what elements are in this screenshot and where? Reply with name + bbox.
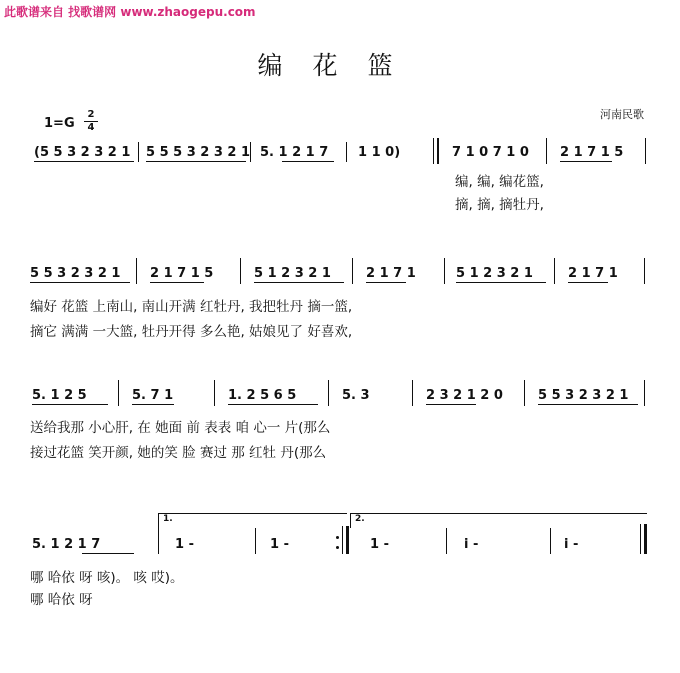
measure-3: 5. 1 2 1 7 [260, 145, 329, 160]
volta-label: 2. [355, 514, 365, 524]
beam-line [132, 404, 174, 405]
barline [328, 380, 329, 406]
measure-3: 5 1 2 3 2 1 [254, 266, 331, 281]
barline [644, 258, 645, 284]
beam-line [366, 282, 406, 283]
lyric-verse-2: 摘它 满满 一大篮, 牡丹开得 多么艳, 姑娘见了 好喜欢, [30, 324, 353, 340]
measure-4: 1 1 0) [358, 145, 401, 160]
beam-line [560, 161, 612, 162]
measure-4: 1 - [370, 537, 389, 552]
measure-2: 2 1 7 1 5 [150, 266, 214, 281]
key-signature: 1=G [44, 116, 75, 131]
beam-line [568, 282, 608, 283]
measure-6: 2 1 7 1 5 [560, 145, 624, 160]
time-signature [84, 110, 98, 133]
barline [342, 526, 343, 554]
meter-top: 2 [87, 109, 95, 120]
measure-6: i - [564, 537, 579, 552]
measure-6: 2 1 7 1 [568, 266, 618, 281]
barline [346, 526, 349, 554]
barline [118, 380, 119, 406]
lyric-verse-2: 摘, 摘, 摘牡丹, [455, 197, 544, 213]
barline [446, 528, 447, 554]
repeat-dot [336, 546, 339, 549]
measure-3: 1 - [270, 537, 289, 552]
measure-2: 5 5 5 3 2 3 2 1 [146, 145, 251, 160]
measure-5: i - [464, 537, 479, 552]
volta-first-ending [158, 513, 347, 528]
song-title: 编花篮 [257, 51, 423, 80]
lyric-verse-2: 哪 哈依 呀 [30, 592, 93, 608]
beam-line [282, 161, 334, 162]
barline [433, 138, 434, 164]
barline [444, 258, 445, 284]
beam-line [538, 404, 638, 405]
beam-line [146, 161, 246, 162]
barline [550, 528, 551, 554]
measure-1: 5 5 3 2 3 2 1 [30, 266, 121, 281]
barline [640, 524, 641, 554]
beam-line [426, 404, 476, 405]
beam-line [34, 161, 134, 162]
barline [250, 142, 251, 162]
beam-line [30, 282, 130, 283]
measure-5: 2 3 2 1 2 0 [426, 388, 503, 403]
measure-1: 5. 1 2 5 [32, 388, 87, 403]
beam-line [456, 282, 546, 283]
lyric-verse-1: 编, 编, 编花篮, [455, 174, 544, 190]
measure-6: 5 5 3 2 3 2 1 [538, 388, 629, 403]
lyric-verse-1: 哪 哈依 呀 咳)。 咳 哎)。 [30, 570, 184, 586]
barline [437, 138, 439, 164]
meter-bottom: 4 [87, 122, 95, 133]
barline [255, 528, 256, 554]
beam-line [228, 404, 318, 405]
measure-5: 5 1 2 3 2 1 [456, 266, 533, 281]
measure-2: 1 - [175, 537, 194, 552]
volta-label: 1. [163, 514, 173, 524]
measure-4: 2 1 7 1 [366, 266, 416, 281]
barline [412, 380, 413, 406]
measure-2: 5. 7 1 [132, 388, 174, 403]
barline [136, 258, 137, 284]
beam-line [150, 282, 204, 283]
measure-4: 5. 3 [342, 388, 370, 403]
barline [214, 380, 215, 406]
measure-1: (5 5 3 2 3 2 1 [34, 145, 131, 160]
watermark: 此歌谱来自 找歌谱网 www.zhaogepu.com [4, 5, 256, 19]
barline [524, 380, 525, 406]
beam-line [82, 553, 134, 554]
lyric-verse-2: 接过花篮 笑开颜, 她的笑 脸 赛过 那 红牡 丹(那么 [30, 445, 327, 461]
barline [240, 258, 241, 284]
barline [158, 528, 159, 554]
beam-line [32, 404, 108, 405]
barline [138, 142, 139, 162]
measure-5: 7 1 0 7 1 0 [452, 145, 529, 160]
barline [644, 380, 645, 406]
barline [546, 138, 547, 164]
measure-1: 5. 1 2 1 7 [32, 537, 101, 552]
barline [645, 138, 646, 164]
lyric-verse-1: 送给我那 小心肝, 在 她面 前 表表 咱 心一 片(那么 [30, 420, 331, 436]
volta-second-ending [350, 513, 647, 528]
measure-3: 1. 2 5 6 5 [228, 388, 297, 403]
beam-line [254, 282, 344, 283]
repeat-dot [336, 536, 339, 539]
lyric-verse-1: 编好 花篮 上南山, 南山开满 红牡丹, 我把牡丹 摘一篮, [30, 299, 353, 315]
barline [352, 258, 353, 284]
origin-label: 河南民歌 [600, 108, 644, 121]
final-barline [644, 524, 647, 554]
barline [554, 258, 555, 284]
barline [346, 142, 347, 162]
